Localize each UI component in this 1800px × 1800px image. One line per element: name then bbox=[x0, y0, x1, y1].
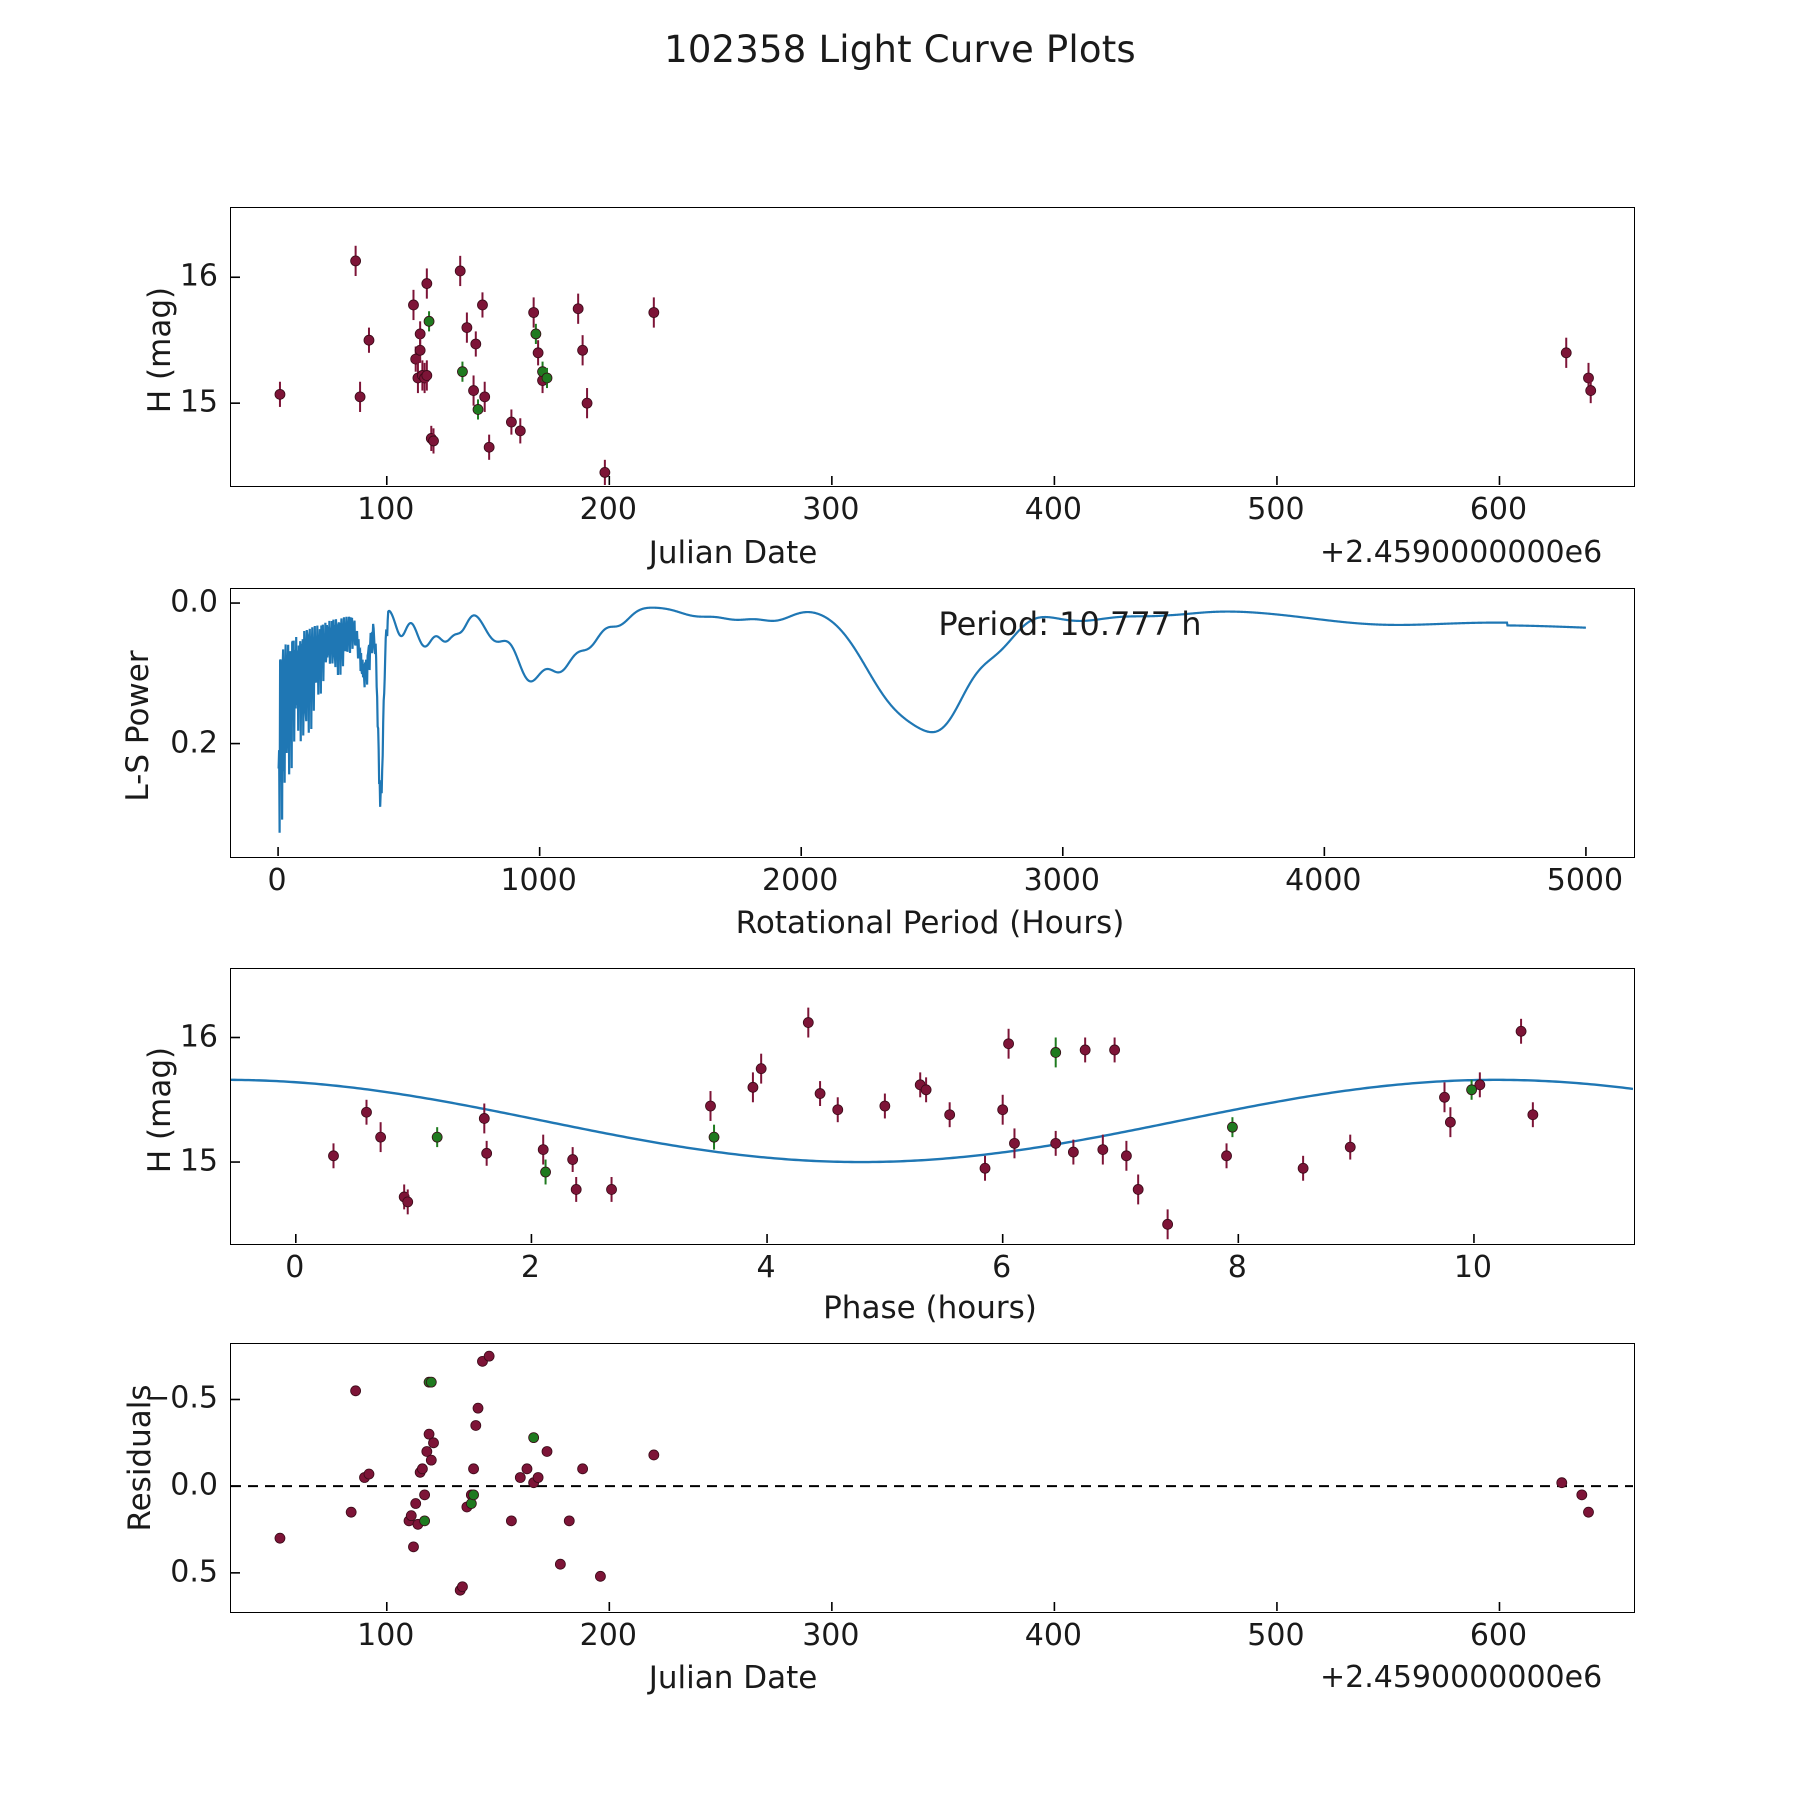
periodogram-y-axis-label: L-S Power bbox=[120, 650, 156, 802]
lightcurve-plot-area bbox=[231, 208, 1633, 485]
y-tick-label: 0.0 bbox=[170, 584, 218, 620]
page-title: 102358 Light Curve Plots bbox=[664, 28, 1136, 71]
residuals-x-offset-label: +2.4590000000e6 bbox=[1320, 1660, 1603, 1695]
y-tick-label: 15 bbox=[179, 384, 218, 420]
panel-residuals bbox=[230, 1343, 1635, 1613]
x-tick-label: 600 bbox=[1469, 1618, 1528, 1653]
x-tick-label: 4000 bbox=[1285, 863, 1362, 898]
period-annotation: Period: 10.777 h bbox=[938, 605, 1202, 643]
x-tick-label: 6 bbox=[992, 1250, 1012, 1285]
x-tick-label: 8 bbox=[1227, 1250, 1247, 1285]
x-tick-label: 0 bbox=[267, 863, 287, 898]
y-tick-label: 0.0 bbox=[170, 1467, 218, 1503]
x-tick-label: 300 bbox=[802, 1618, 860, 1653]
y-tick-label: 16 bbox=[179, 258, 218, 294]
y-tick-label: 16 bbox=[179, 1019, 218, 1054]
lightcurve-x-offset-label: +2.4590000000e6 bbox=[1320, 535, 1603, 570]
x-tick-label: 5000 bbox=[1546, 863, 1624, 898]
y-tick-label: −0.5 bbox=[145, 1380, 218, 1416]
periodogram-x-axis-label: Rotational Period (Hours) bbox=[735, 905, 1125, 941]
periodogram-plot-area bbox=[231, 589, 1633, 856]
x-tick-label: 200 bbox=[579, 1618, 637, 1653]
x-tick-label: 300 bbox=[802, 492, 860, 527]
x-tick-label: 400 bbox=[1024, 1618, 1083, 1653]
lightcurve-x-axis-label: Julian Date bbox=[648, 535, 818, 571]
x-tick-label: 200 bbox=[579, 492, 637, 527]
panel-phased bbox=[230, 968, 1635, 1245]
residuals-plot-area bbox=[231, 1344, 1633, 1611]
x-tick-label: 500 bbox=[1247, 492, 1305, 527]
x-tick-label: 10 bbox=[1453, 1250, 1493, 1285]
panel-lightcurve bbox=[230, 207, 1635, 487]
residuals-x-axis-label: Julian Date bbox=[648, 1660, 818, 1696]
y-tick-label: 15 bbox=[179, 1143, 218, 1179]
x-tick-label: 100 bbox=[357, 492, 415, 527]
x-tick-label: 2 bbox=[520, 1250, 540, 1285]
lightcurve-y-axis-label: H (mag) bbox=[142, 286, 178, 414]
phased-x-axis-label: Phase (hours) bbox=[823, 1290, 1037, 1326]
x-tick-label: 0 bbox=[285, 1250, 305, 1285]
x-tick-label: 100 bbox=[357, 1618, 415, 1653]
x-tick-label: 400 bbox=[1024, 492, 1083, 527]
x-tick-label: 1000 bbox=[500, 863, 577, 898]
phased-plot-area bbox=[231, 969, 1633, 1243]
x-tick-label: 2000 bbox=[762, 863, 839, 898]
y-tick-label: 0.2 bbox=[170, 725, 218, 761]
y-tick-label: 0.5 bbox=[170, 1554, 218, 1590]
residuals-y-axis-label: Residuals bbox=[122, 1384, 158, 1532]
x-tick-label: 3000 bbox=[1023, 863, 1100, 898]
panel-periodogram bbox=[230, 588, 1635, 858]
phased-y-axis-label: H (mag) bbox=[142, 1046, 178, 1174]
x-tick-label: 600 bbox=[1469, 492, 1528, 527]
x-tick-label: 500 bbox=[1247, 1618, 1305, 1653]
x-tick-label: 4 bbox=[756, 1250, 776, 1285]
